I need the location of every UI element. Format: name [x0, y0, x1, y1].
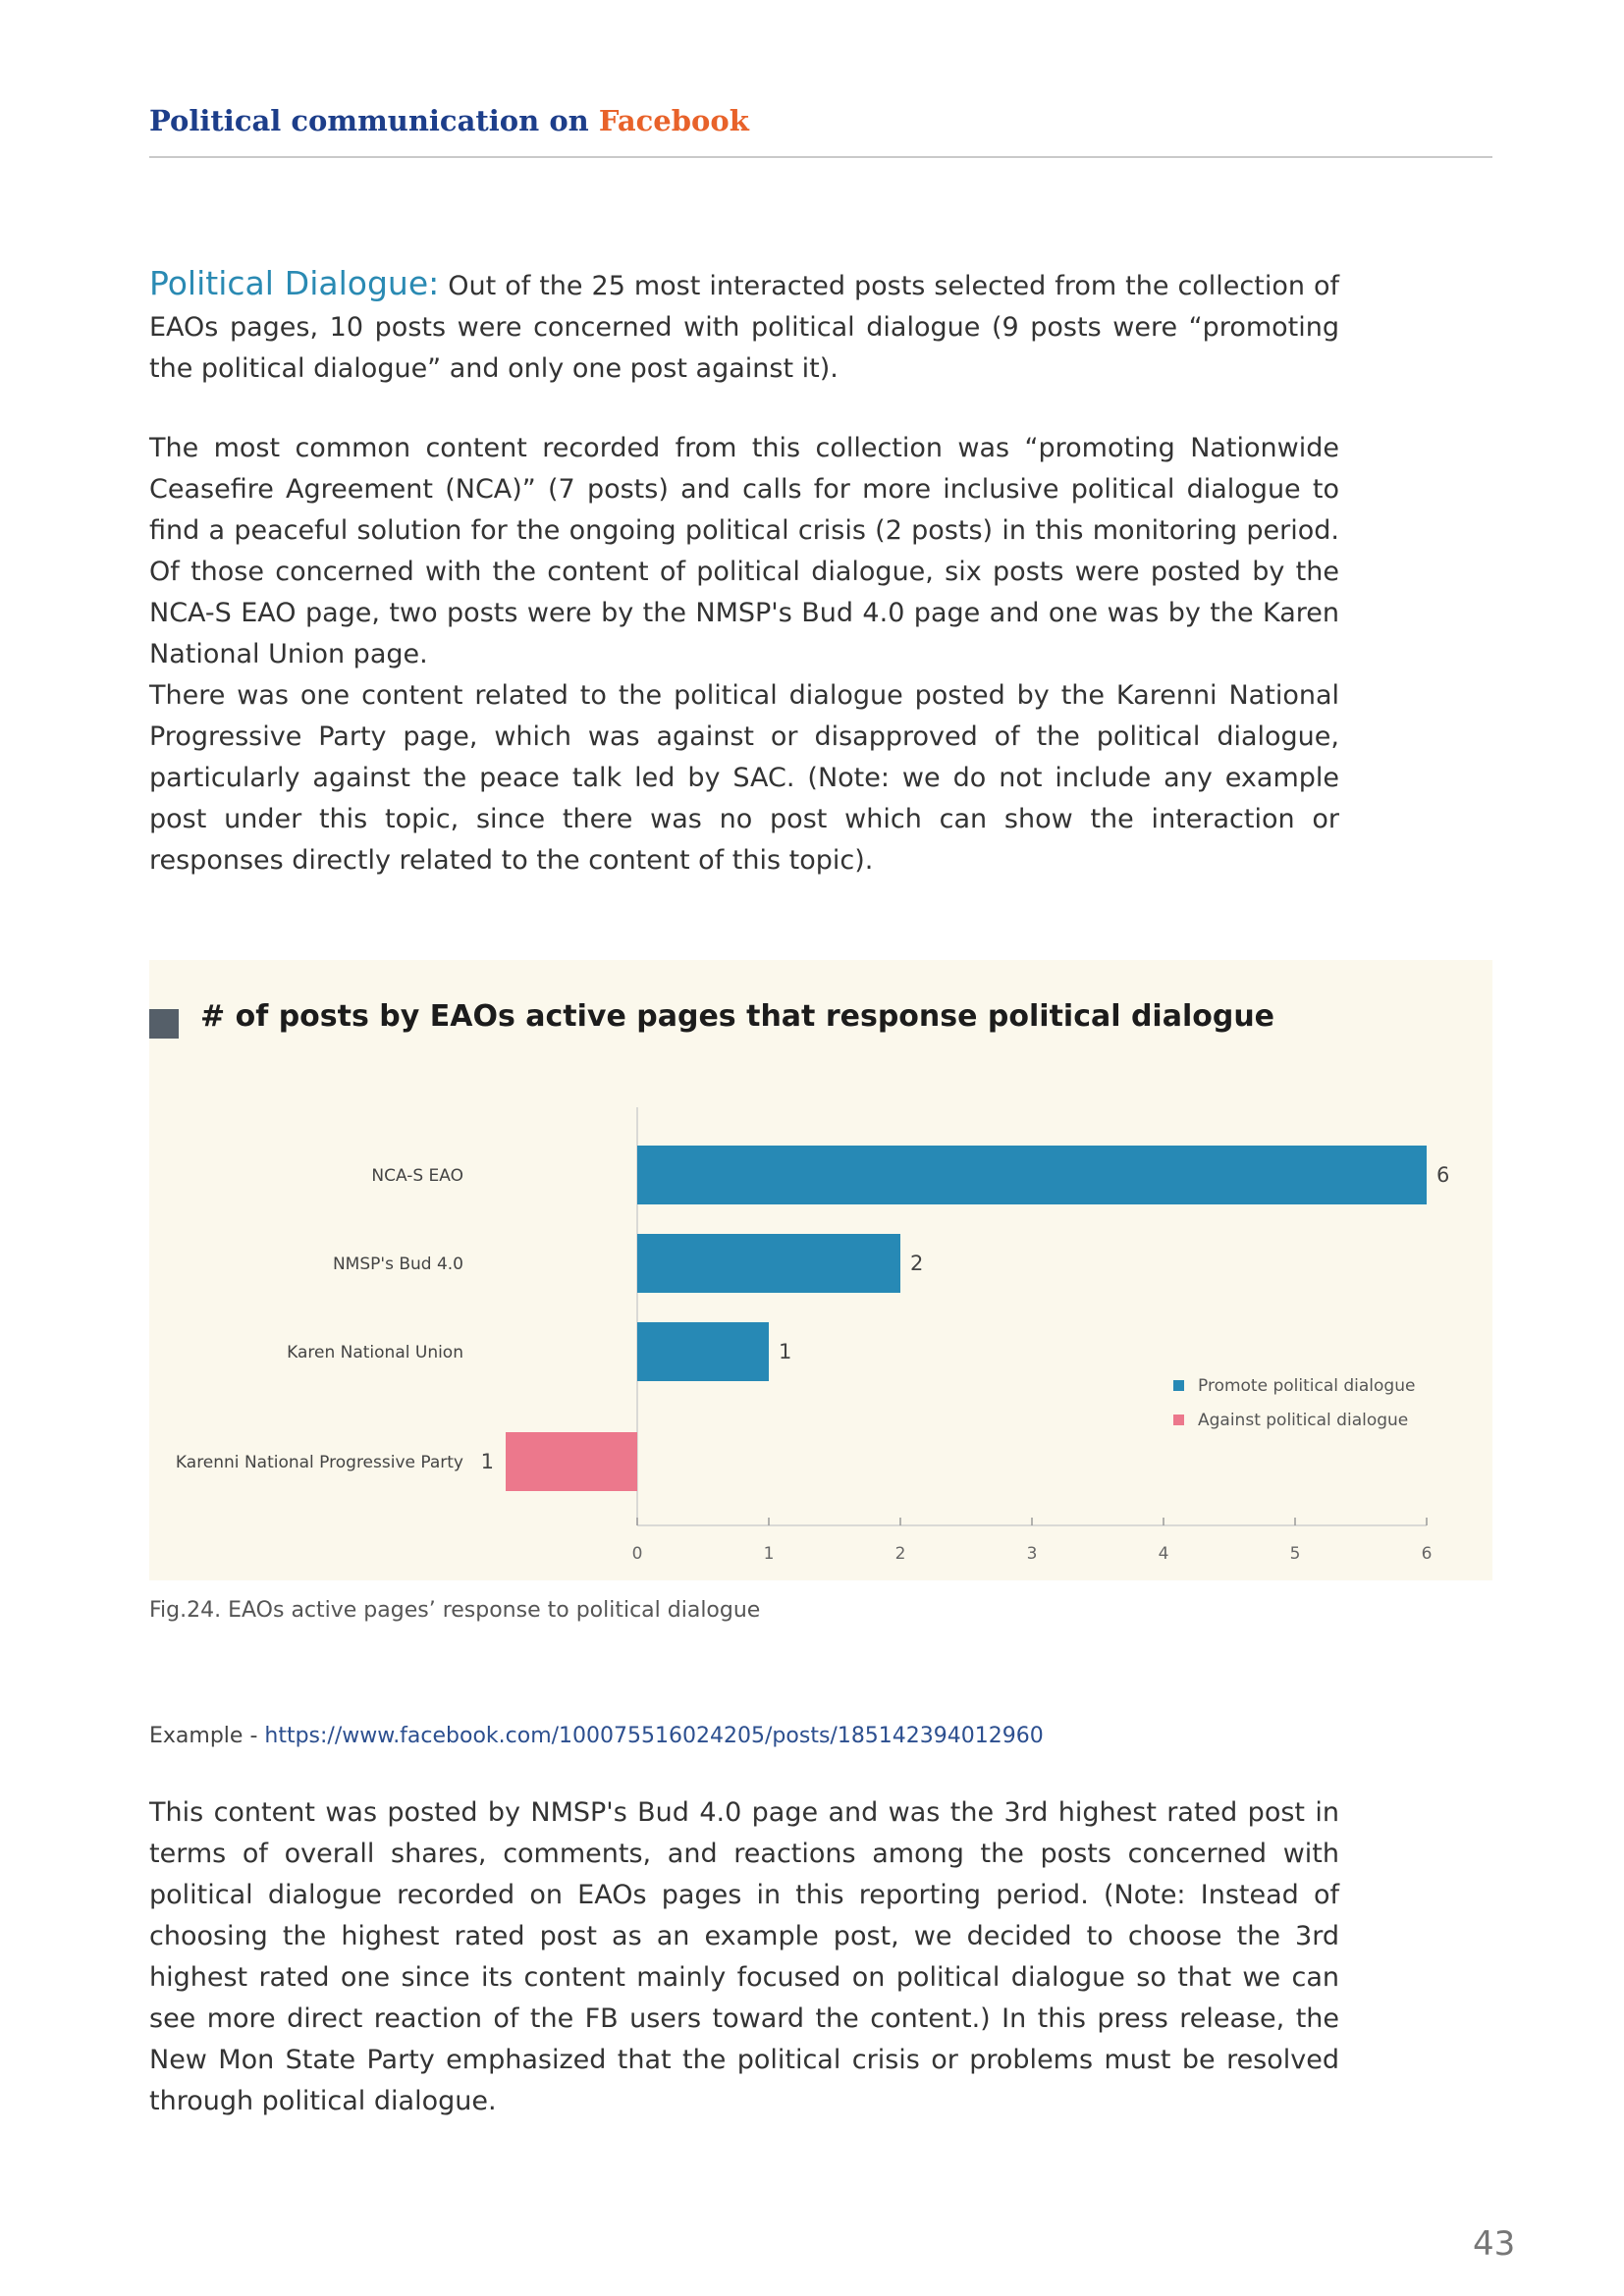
paragraph-political-dialogue — [149, 263, 1339, 390]
data-label: 2 — [910, 1252, 924, 1275]
x-tick-label: 5 — [1289, 1544, 1301, 1564]
category-label: Karen National Union — [287, 1343, 463, 1362]
legend-swatch — [1173, 1380, 1184, 1391]
running-header — [149, 104, 749, 137]
legend-label: Against political dialogue — [1198, 1411, 1409, 1430]
bar-against — [506, 1432, 637, 1491]
bar-promote — [637, 1322, 769, 1381]
example-line — [149, 1724, 1044, 1748]
chart-panel — [149, 960, 1492, 1580]
bar-promote — [637, 1234, 900, 1293]
x-tick-label: 1 — [763, 1544, 775, 1564]
paragraph-4: This content was posted by NMSP's Bud 4.0 page and was the 3rd highest rated post in terms of overall shares, comments, and reactions among the posts concerned with political dialogue recorded on EAOs pages in this reporting period. (Note: Instead of choosing the highest rated post as an example post, we decided to choose the 3rd highest rated one since its content mainly focused on political dialogue so that we can see more direct reaction of the FB users toward the content.) In this press release, the New Mon State Party emphasized that the political crisis or problems must be resolved through political dialogue. — [149, 1797, 1339, 2116]
example-label: Example - — [149, 1724, 265, 1748]
data-label: 1 — [480, 1450, 494, 1473]
example-link[interactable]: https://www.facebook.com/100075516024205/posts/185142394012960 — [264, 1724, 1044, 1748]
section-lead-heading: Political Dialogue: — [149, 264, 440, 302]
x-tick-label: 2 — [894, 1544, 906, 1564]
paragraph-1-text: Out of the 25 most interacted posts selected from the collection of EAOs pages, 10 posts were concerned with political dialogue (9 posts were “promoting the political dialogue” and only one post against it). — [149, 271, 1340, 384]
legend-label: Promote political dialogue — [1198, 1376, 1416, 1396]
header-title: Political communication on — [149, 104, 599, 137]
category-label: NCA-S EAO — [371, 1166, 463, 1186]
legend-swatch — [1173, 1415, 1184, 1425]
x-tick-label: 0 — [631, 1544, 643, 1564]
x-tick-label: 4 — [1158, 1544, 1169, 1564]
page-number: 43 — [1473, 2224, 1516, 2264]
paragraph-2: The most common content recorded from this collection was “promoting Nationwide Ceasefire Agreement (NCA)” (7 posts) and calls for more inclusive political dialogue to find a peaceful solution for the ongoing political crisis (2 posts) in this monitoring period. Of those concerned with the content of political dialogue, six posts were posted by the NCA-S EAO page, two posts were by the NMSP's Bud 4.0 page and one was by the Karen National Union page. — [149, 433, 1339, 669]
x-tick-label: 3 — [1026, 1544, 1038, 1564]
paragraph-3: There was one content related to the political dialogue posted by the Karenni National Progressive Party page, which was against or disapproved of the political dialogue, particularly against the peace talk led by SAC. (Note: we do not include any example post under this topic, since there was no post which can show the interaction or responses directly related to the content of this topic). — [149, 680, 1339, 876]
x-tick-label: 6 — [1421, 1544, 1433, 1564]
category-label: Karenni National Progressive Party — [175, 1453, 463, 1472]
category-label: NMSP's Bud 4.0 — [332, 1255, 463, 1274]
header-divider — [149, 156, 1492, 158]
data-label: 6 — [1436, 1163, 1450, 1187]
bar-promote — [637, 1146, 1427, 1204]
figure-caption: Fig.24. EAOs active pages’ response to political dialogue — [149, 1598, 761, 1623]
chart-title: # of posts by EAOs active pages that response political dialogue — [200, 999, 1275, 1034]
header-title-accent: Facebook — [598, 104, 749, 137]
bar-chart — [149, 960, 1492, 1580]
data-label: 1 — [779, 1340, 792, 1363]
